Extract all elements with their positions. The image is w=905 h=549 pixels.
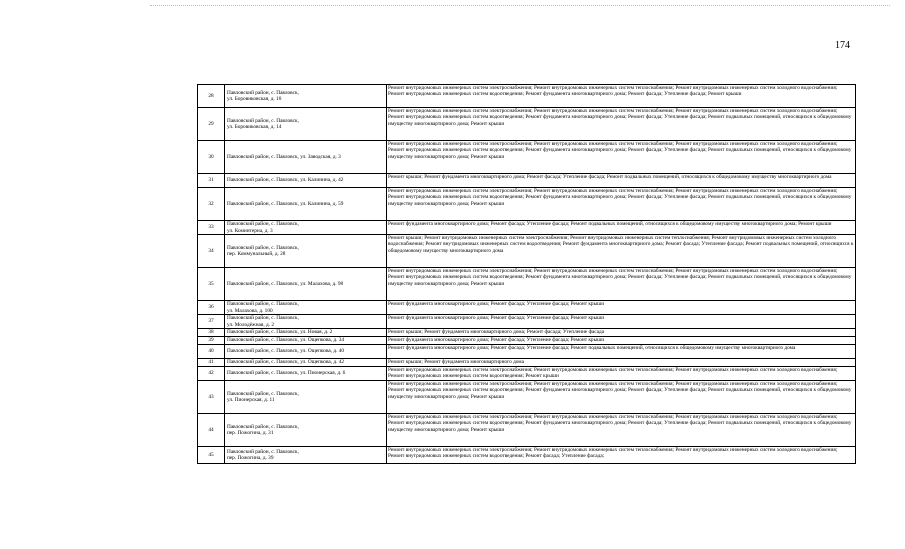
table-row (198, 337, 856, 345)
works-cell: Ремонт крыши; Ремонт фундамента многоквартирного дома; Ремонт фасада; Утепление фасада; Ремонт подвальных помещений, относящихся к общедомовому имуществу многоквартирного дома (387, 174, 856, 188)
row-number-cell: 29 (198, 108, 225, 141)
address-cell: Павловский район, с. Павловск, пер. Пожогина, д. 39 (225, 447, 387, 464)
row-number-cell: 36 (198, 301, 225, 315)
works-cell: Ремонт крыши; Ремонт фундамента многоквартирного дома; Ремонт фасада; Утепление фасада (387, 329, 856, 337)
works-cell: Ремонт крыши; Ремонт фундамента многоквартирного дома (387, 359, 856, 367)
row-number-cell: 32 (198, 188, 225, 221)
table-row (198, 367, 856, 381)
row-number-cell: 40 (198, 345, 225, 359)
works-cell: Ремонт внутридомовых инженерных систем электроснабжения; Ремонт внутридомовых инженерных систем теплоснабжения; Ремонт внутридомовых инженерных систем холодного водоснабжения; Ремонт внутридомовых инженерных систем водоотведения; Ремонт фундамента многоквартирного дома; Ремонт фасада; Утепление фасада; Ремонт крыши (387, 85, 856, 108)
address-cell: Павловский район, с. Павловск, пер. Пожогина, д. 31 (225, 414, 387, 447)
row-number-cell: 41 (198, 359, 225, 367)
table-row (198, 315, 856, 329)
row-number-cell: 31 (198, 174, 225, 188)
scan-top-edge-line (150, 5, 890, 6)
table-row (198, 381, 856, 414)
address-cell: Павловский район, с. Павловск, пер. Коммунальный, д. 28 (225, 235, 387, 268)
address-cell: Павловский район, с. Павловск, ул. Ощепкова, д. 42 (225, 359, 387, 367)
works-cell: Ремонт внутридомовых инженерных систем электроснабжения; Ремонт внутридомовых инженерных систем теплоснабжения; Ремонт внутридомовых инженерных систем холодного водоснабжения; Ремонт внутридомовых инженерных систем водоотведения; Ремонт фундамента многоквартирного дома; Ремонт фасада; Утепление фасада; Ремонт подвальных помещений, относящихся к общедомовому имуществу многоквартирного дома; Ремонт крыши (387, 141, 856, 174)
works-cell: Ремонт фундамента многоквартирного дома; Ремонт фасада; Утепление фасада; Ремонт крыши (387, 315, 856, 329)
works-cell: Ремонт внутридомовых инженерных систем электроснабжения; Ремонт внутридомовых инженерных систем теплоснабжения; Ремонт внутридомовых инженерных систем холодного водоснабжения; Ремонт внутридомовых инженерных систем водоотведения; Ремонт фундамента многоквартирного дома; Ремонт фасада; Утепление фасада; Ремонт подвальных помещений, относящихся к общедомовому имуществу многоквартирного дома; Ремонт крыши (387, 414, 856, 447)
row-number-cell: 34 (198, 235, 225, 268)
row-number-cell: 39 (198, 337, 225, 345)
address-cell: Павловский район, с. Павловск, ул. Ощепкова, д. 40 (225, 345, 387, 359)
address-cell: Павловский район, с. Павловск, ул. Пионерская, д. 6 (225, 367, 387, 381)
row-number-cell: 44 (198, 414, 225, 447)
address-cell: Павловский район, с. Павловск, ул. Малахова, д. 98 (225, 268, 387, 301)
address-cell: Павловский район, с. Павловск, ул. Боровиковская, д. 10 (225, 85, 387, 108)
address-cell: Павловский район, с. Павловск, ул. Боровиковская, д. 14 (225, 108, 387, 141)
address-cell: Павловский район, с. Павловск, ул. Молодёжная, д. 2 (225, 315, 387, 329)
table-row (198, 188, 856, 221)
table-row (198, 108, 856, 141)
address-cell: Павловский район, с. Павловск, ул. Новая, д. 2 (225, 329, 387, 337)
row-number-cell: 37 (198, 315, 225, 329)
table-row (198, 359, 856, 367)
row-number-cell: 45 (198, 447, 225, 464)
table-row (198, 268, 856, 301)
table-row (198, 235, 856, 268)
table-row (198, 141, 856, 174)
address-cell: Павловский район, с. Павловск, ул. Ощепкова, д. 34 (225, 337, 387, 345)
row-number-cell: 30 (198, 141, 225, 174)
works-cell: Ремонт внутридомовых инженерных систем электроснабжения; Ремонт внутридомовых инженерных систем теплоснабжения; Ремонт внутридомовых инженерных систем холодного водоснабжения; Ремонт внутридомовых инженерных систем водоотведения; Ремонт крыши (387, 367, 856, 381)
works-cell: Ремонт внутридомовых инженерных систем электроснабжения; Ремонт внутридомовых инженерных систем теплоснабжения; Ремонт внутридомовых инженерных систем холодного водоснабжения; Ремонт внутридомовых инженерных систем водоотведения; Ремонт фундамента многоквартирного дома; Ремонт фасада; Утепление фасада; Ремонт подвальных помещений, относящихся к общедомовому имуществу многоквартирного дома; Ремонт крыши (387, 268, 856, 301)
address-cell: Павловский район, с. Павловск, ул. Малахова, д. 100 (225, 301, 387, 315)
address-cell: Павловский район, с. Павловск, ул. Пионерская, д. 11 (225, 381, 387, 414)
table-row (198, 345, 856, 359)
row-number-cell: 43 (198, 381, 225, 414)
table-row (198, 221, 856, 235)
row-number-cell: 42 (198, 367, 225, 381)
works-cell: Ремонт крыши; Ремонт внутридомовых инженерных систем электроснабжения; Ремонт внутридомовых инженерных систем теплоснабжения; Ремонт внутридомовых инженерных систем холодного водоснабжения; Ремонт внутридомовых инженерных систем водоотведения; Ремонт фундамента многоквартирного дома; Ремонт фасада; Утепление фасада; Ремонт подвальных помещений, относящихся к общедомовому имуществу многоквартирного дома (387, 235, 856, 268)
table-row (198, 85, 856, 108)
row-number-cell: 33 (198, 221, 225, 235)
works-cell: Ремонт фундамента многоквартирного дома; Ремонт фасада; Утепление фасада; Ремонт подвальных помещений, относящихся к общедомовому имуществу многоквартирного дома (387, 345, 856, 359)
table-row (198, 301, 856, 315)
works-cell: Ремонт фундамента многоквартирного дома; Ремонт фасада; Утепление фасада; Ремонт крыши (387, 337, 856, 345)
table-row (198, 174, 856, 188)
works-cell: Ремонт фундамента многоквартирного дома; Ремонт фасада; Утепление фасада; Ремонт подвальных помещений, относящихся к общедомовому имуществу многоквартирного дома; Ремонт крыши (387, 221, 856, 235)
table-row (198, 414, 856, 447)
works-cell: Ремонт внутридомовых инженерных систем электроснабжения; Ремонт внутридомовых инженерных систем теплоснабжения; Ремонт внутридомовых инженерных систем холодного водоснабжения; Ремонт внутридомовых инженерных систем водоотведения; Ремонт фундамента многоквартирного дома; Ремонт фасада; Утепление фасада; Ремонт подвальных помещений, относящихся к общедомовому имуществу многоквартирного дома; Ремонт крыши (387, 381, 856, 414)
address-cell: Павловский район, с. Павловск, ул. Коминтерна, д. 3 (225, 221, 387, 235)
table-body (198, 85, 856, 464)
works-cell: Ремонт внутридомовых инженерных систем электроснабжения; Ремонт внутридомовых инженерных систем теплоснабжения; Ремонт внутридомовых инженерных систем холодного водоснабжения; Ремонт внутридомовых инженерных систем водоотведения; Ремонт фасада; Утепление фасада; (387, 447, 856, 464)
table-row (198, 447, 856, 464)
row-number-cell: 28 (198, 85, 225, 108)
address-cell: Павловский район, с. Павловск, ул. Заводская, д. 3 (225, 141, 387, 174)
works-cell: Ремонт внутридомовых инженерных систем электроснабжения; Ремонт внутридомовых инженерных систем теплоснабжения; Ремонт внутридомовых инженерных систем холодного водоснабжения; Ремонт внутридомовых инженерных систем водоотведения; Ремонт фундамента многоквартирного дома; Ремонт фасада; Утепление фасада; Ремонт подвальных помещений, относящихся к общедомовому имуществу многоквартирного дома; Ремонт крыши (387, 188, 856, 221)
address-cell: Павловский район, с. Павловск, ул. Калинина, д. 42 (225, 174, 387, 188)
works-cell: Ремонт внутридомовых инженерных систем электроснабжения; Ремонт внутридомовых инженерных систем теплоснабжения; Ремонт внутридомовых инженерных систем холодного водоснабжения; Ремонт внутридомовых инженерных систем водоотведения; Ремонт фундамента многоквартирного дома; Ремонт фасада; Утепление фасада; Ремонт подвальных помещений, относящихся к общедомовому имуществу многоквартирного дома; Ремонт крыши (387, 108, 856, 141)
works-cell: Ремонт фундамента многоквартирного дома; Ремонт фасада; Утепление фасада; Ремонт крыши (387, 301, 856, 315)
repair-works-table (197, 84, 856, 464)
page-number: 174 (835, 40, 850, 51)
row-number-cell: 38 (198, 329, 225, 337)
table-row (198, 329, 856, 337)
address-cell: Павловский район, с. Павловск, ул. Калинина, д. 59 (225, 188, 387, 221)
row-number-cell: 35 (198, 268, 225, 301)
